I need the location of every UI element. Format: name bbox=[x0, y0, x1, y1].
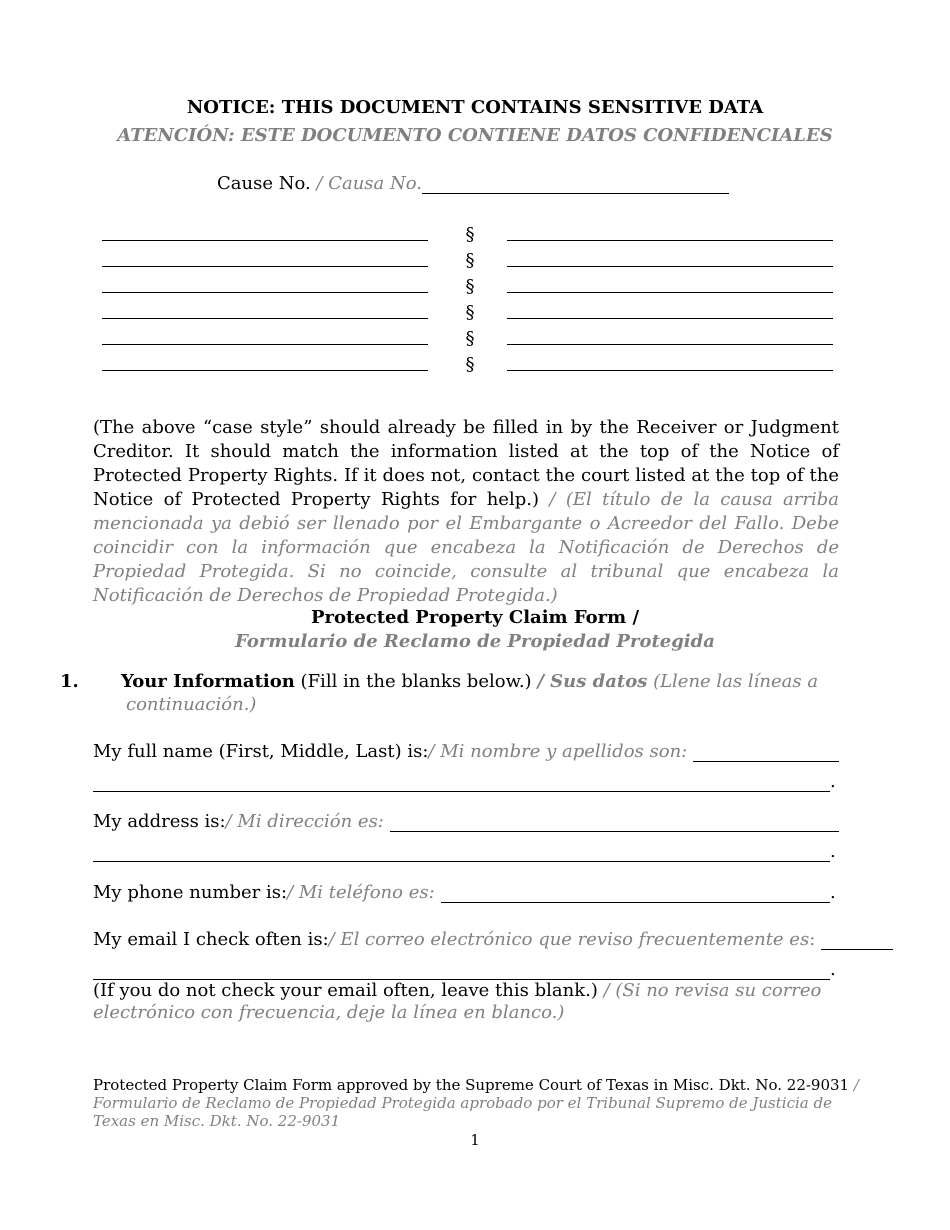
notice-heading-en: NOTICE: THIS DOCUMENT CONTAINS SENSITIVE DATA bbox=[186, 97, 764, 118]
email-field bbox=[93, 926, 839, 980]
instructions-es: / (El título de la causa arriba mencionada ya debió ser llenado por el Embargante o Acreedor del Fallo. Debe coincidir con la información que encabeza la Notificación de Derechos de Propiedad Protegida. Si no coincide, consulte al tribunal que encabeza la Notificación de Derechos de Propiedad Protegida.) bbox=[93, 489, 840, 606]
form-title-es: Formulario de Reclamo de Propiedad Protegida bbox=[235, 631, 715, 652]
section-symbol: § bbox=[465, 354, 475, 375]
full-name-field bbox=[93, 738, 839, 792]
email-label-en: My email I check often is: bbox=[93, 929, 329, 950]
notice-heading-es: ATENCIÓN: ESTE DOCUMENTO CONTIENE DATOS CONFIDENCIALES bbox=[117, 125, 833, 146]
case-style-right-line[interactable] bbox=[507, 240, 833, 241]
phone-input-line[interactable] bbox=[441, 884, 830, 903]
phone-label-es: / Mi teléfono es: bbox=[287, 882, 435, 903]
address-label-es: / Mi dirección es: bbox=[225, 811, 384, 832]
address-field bbox=[93, 808, 839, 862]
email-note bbox=[93, 980, 839, 1024]
page-number: 1 bbox=[470, 1131, 480, 1149]
section-number: 1. bbox=[60, 671, 79, 692]
section-heading-en: Your Information bbox=[121, 671, 295, 692]
case-style-row bbox=[0, 278, 950, 298]
case-style-left-line[interactable] bbox=[102, 266, 428, 267]
address-input-line[interactable] bbox=[390, 813, 839, 832]
page-footer bbox=[93, 1076, 863, 1130]
phone-label-en: My phone number is: bbox=[93, 882, 288, 903]
period: . bbox=[830, 771, 836, 792]
case-style-right-line[interactable] bbox=[507, 344, 833, 345]
case-style-row bbox=[0, 330, 950, 350]
cause-label-en: Cause No. bbox=[217, 173, 317, 194]
section-symbol: § bbox=[465, 250, 475, 271]
case-style-right-line[interactable] bbox=[507, 292, 833, 293]
full-name-input-line-2[interactable] bbox=[93, 773, 830, 792]
case-style-left-line[interactable] bbox=[102, 292, 428, 293]
email-label-colon: : bbox=[809, 929, 816, 950]
case-style-instructions bbox=[93, 416, 839, 608]
section-symbol: § bbox=[465, 276, 475, 297]
full-name-label-es: / Mi nombre y apellidos son: bbox=[428, 741, 688, 762]
case-style-right-line[interactable] bbox=[507, 370, 833, 371]
section-symbol: § bbox=[465, 224, 475, 245]
footer-es: / Formulario de Reclamo de Propiedad Protegida aprobado por el Tribunal Supremo de Justicia de Texas en Misc. Dkt. No. 22-9031 bbox=[93, 1076, 859, 1130]
section-your-information bbox=[60, 670, 839, 716]
address-label-en: My address is: bbox=[93, 811, 226, 832]
case-style-row bbox=[0, 304, 950, 324]
cause-number-field bbox=[217, 173, 729, 194]
section-symbol: § bbox=[465, 302, 475, 323]
period: . bbox=[830, 841, 836, 862]
address-input-line-2[interactable] bbox=[93, 843, 830, 862]
email-note-en: (If you do not check your email often, leave this blank.) bbox=[93, 980, 604, 1001]
footer-en: Protected Property Claim Form approved by the Supreme Court of Texas in Misc. Dkt. No. 22-9031 bbox=[93, 1076, 854, 1094]
case-style-left-line[interactable] bbox=[102, 370, 428, 371]
cause-label-es: / Causa No. bbox=[316, 173, 422, 194]
case-style-left-line[interactable] bbox=[102, 344, 428, 345]
email-note-es: / (Si no revisa su correo electrónico con frecuencia, deje la línea en blanco.) bbox=[93, 980, 822, 1023]
case-style-row bbox=[0, 356, 950, 376]
case-style-row bbox=[0, 252, 950, 272]
instructions-en: (The above “case style” should already be filled in by the Receiver or Judgment Creditor. It should match the information listed at the top of the Notice of Protected Property Rights. If it does not, contact the court listed at the top of the Notice of Protected Property Rights for help.) bbox=[93, 417, 839, 510]
period: . bbox=[830, 959, 836, 980]
section-symbol: § bbox=[465, 328, 475, 349]
period: . bbox=[830, 882, 836, 903]
email-input-line-2[interactable] bbox=[93, 961, 830, 980]
full-name-label-en: My full name (First, Middle, Last) is: bbox=[93, 741, 429, 762]
case-style-left-line[interactable] bbox=[102, 240, 428, 241]
email-label-es: / El correo electrónico que reviso frecuentemente es bbox=[328, 929, 810, 950]
case-style-left-line[interactable] bbox=[102, 318, 428, 319]
section-heading-es: / Sus datos bbox=[537, 671, 648, 692]
section-note-en: (Fill in the blanks below.) bbox=[294, 671, 538, 692]
cause-number-input-line[interactable] bbox=[422, 175, 729, 194]
email-input-line[interactable] bbox=[821, 931, 893, 950]
form-title-en: Protected Property Claim Form / bbox=[310, 607, 640, 628]
section-note-es: (Llene las líneas a continuación.) bbox=[126, 671, 819, 715]
form-title bbox=[0, 606, 950, 654]
full-name-input-line[interactable] bbox=[693, 743, 839, 762]
case-style-right-line[interactable] bbox=[507, 266, 833, 267]
phone-field bbox=[93, 879, 839, 903]
case-style-right-line[interactable] bbox=[507, 318, 833, 319]
case-style-row bbox=[0, 226, 950, 246]
